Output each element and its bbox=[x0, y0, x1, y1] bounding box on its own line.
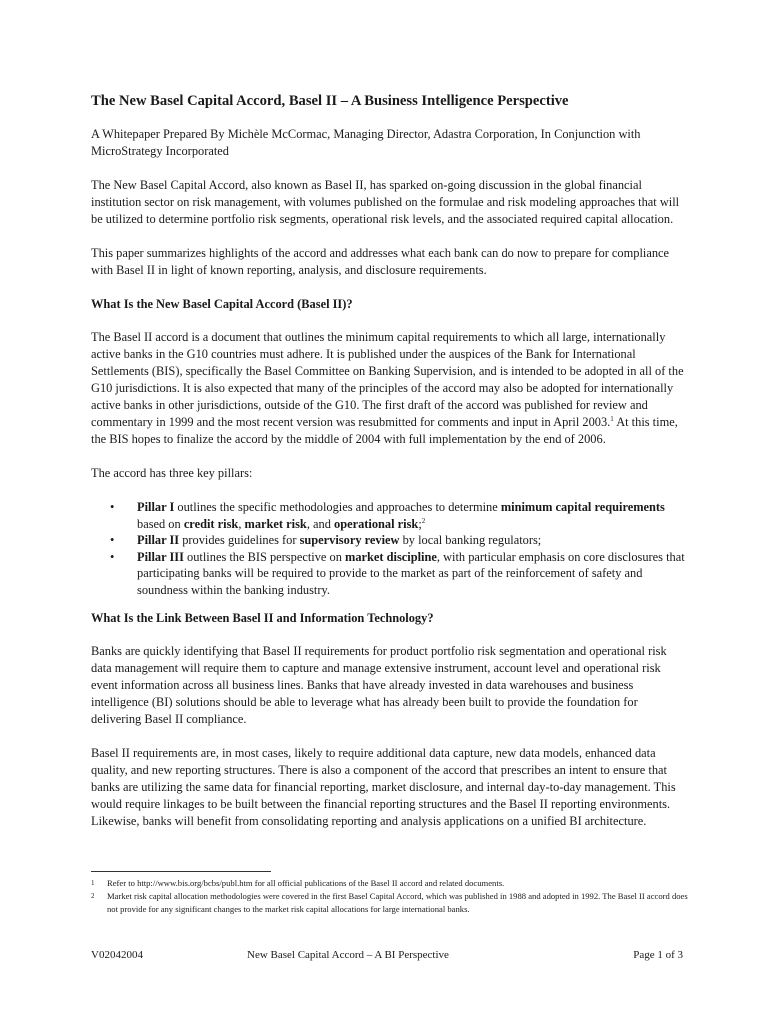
footnote-divider bbox=[91, 871, 271, 872]
footnote-1: 1 Refer to http://www.bis.org/bcbs/publ.htm for all official publications of the Basel II accord and related documents. bbox=[91, 878, 505, 888]
intro-paragraph-1: The New Basel Capital Accord, also known as Basel II, has sparked on-going discussion in the global financial institution sector on risk management, with volumes published on the formulae and risk modeling approaches that will be utilized to determine portfolio risk segments, operational risk levels, and the associated required capital allocation. bbox=[91, 178, 680, 226]
list-item-pillar-3: • Pillar III outlines the BIS perspective on market discipline, with particular emphasis on core disclosures that participating banks will be required to provide to the market as part of the reinforcement of safety and soundness within the banking industry. bbox=[110, 549, 685, 597]
bullet-icon: • bbox=[110, 533, 115, 547]
footer-version: V02042004 bbox=[91, 949, 143, 961]
it-link-paragraph-2: Basel II requirements are, in most cases, likely to require additional data capture, new data models, enhanced data quality, and new reporting structures. There is also a component of the accord that prescribes an intent to ensure that banks are utilizing the same data for financial reporting, market disclosure, and internal day-to-day management. This would require linkages to be built between the financial reporting structures and the Basel II reporting environments. Likewise, banks will benefit from consolidating reporting and analysis applications on a unified BI architecture. bbox=[91, 746, 676, 828]
footer-page-number: Page 1 of 3 bbox=[633, 949, 683, 961]
list-item-pillar-2: • Pillar II provides guidelines for supervisory review by local banking regulators; bbox=[110, 533, 542, 547]
section-heading-basel-ii: What Is the New Basel Capital Accord (Basel II)? bbox=[91, 297, 353, 311]
intro-paragraph-2: This paper summarizes highlights of the accord and addresses what each bank can do now to prepare for compliance with Basel II in light of known reporting, analysis, and disclosure requirements. bbox=[91, 246, 670, 277]
footnote-ref-1[interactable]: 1 bbox=[610, 414, 614, 423]
it-link-paragraph-1: Banks are quickly identifying that Basel II requirements for product portfolio risk segmentation and operational risk data management will require them to capture and manage extensive instrument, account level and operational risk event information across all business lines. Banks that have already invested in data warehouses and business intelligence (BI) solutions should be able to leverage what has already been built to provide the foundation for delivering Basel II compliance. bbox=[91, 644, 667, 726]
document-title: The New Basel Capital Accord, Basel II – A Business Intelligence Perspective bbox=[91, 93, 569, 109]
document-subtitle: A Whitepaper Prepared By Michèle McCormac, Managing Director, Adastra Corporation, In Conjunction with MicroStrategy Incorporated bbox=[91, 127, 641, 158]
section-heading-it-link: What Is the Link Between Basel II and Information Technology? bbox=[91, 611, 434, 625]
footnotes bbox=[91, 877, 691, 916]
main-content bbox=[91, 90, 687, 847]
footnote-ref-2[interactable]: 2 bbox=[421, 516, 426, 525]
footnote-2: 2 Market risk capital allocation methodologies were covered in the first Basel Capital Accord, which was published in 1988 and adopted in 1992. The Basel II accord does not provide for any significant changes to the market risk capital allocations for large international banks. bbox=[91, 891, 688, 914]
list-item-pillar-1: • Pillar I outlines the specific methodologies and approaches to determine minimum capital requirements based on credit risk, market risk, and operational risk;$^2$ bbox=[110, 500, 665, 531]
footer-title: New Basel Capital Accord – A BI Perspective bbox=[247, 949, 449, 961]
pillars-list bbox=[91, 499, 687, 598]
bullet-icon: • bbox=[110, 500, 115, 514]
basel-ii-paragraph: The Basel II accord is a document that outlines the minimum capital requirements to which all large, internationally active banks in the G10 countries must adhere. It is published under the auspices of the Bank for International Settlements (BIS), specifically the Basel Committee on Banking Supervision, and is intended to be adopted in all of the G10 jurisdictions. It is also expected that many of the principles of the accord may also be adopted for internationally active banks in other jurisdictions, outside of the G10. The first draft of the accord was published for review and commentary in 1999 and the most recent version was resubmitted for comments and input in April 2003.$^1$ At this time, the BIS hopes to finalize the accord by the middle of 2004 with full implementation by the end of 2006. bbox=[91, 330, 684, 446]
bullet-icon: • bbox=[110, 549, 115, 564]
pillars-intro: The accord has three key pillars: bbox=[91, 466, 253, 480]
